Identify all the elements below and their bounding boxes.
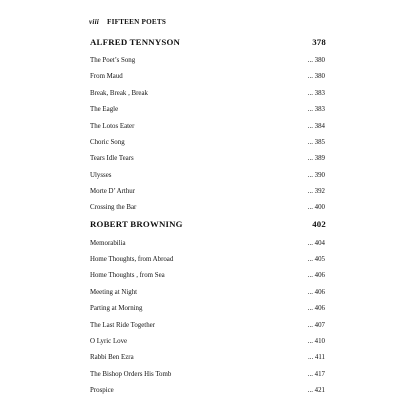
poem-title: The Last Ride Together [90, 321, 156, 329]
poem-page: ... 380 [307, 56, 325, 64]
poem-title: Meeting at Night [90, 288, 138, 296]
toc-entry [90, 367, 325, 381]
poem-title: Memorabilia [90, 239, 126, 247]
toc-entry [90, 285, 325, 299]
poem-title: Morte D’ Arthur [90, 187, 136, 195]
poet-name: ALFRED TENNYSON [90, 37, 181, 47]
poem-page: ... 384 [307, 122, 325, 130]
toc-entry [90, 301, 325, 315]
poem-page: ... 389 [307, 154, 325, 162]
toc-entry [90, 268, 325, 282]
poem-title: Break, Break , Break [90, 89, 148, 97]
poem-title: From Maud [90, 72, 123, 80]
toc-entry [90, 53, 325, 67]
poem-page: ... 405 [307, 255, 325, 263]
poem-page: ... 410 [307, 337, 325, 345]
poem-page: ... 406 [307, 288, 325, 296]
toc-entry [90, 184, 325, 198]
book-title: FIFTEEN POETS [106, 18, 167, 26]
poem-page: ... 392 [307, 187, 325, 195]
toc-entry [90, 135, 325, 149]
poem-title: Home Thoughts , from Sea [90, 271, 165, 279]
toc-entry [90, 151, 325, 165]
section-heading-browning [90, 216, 326, 232]
poem-title: Parting at Morning [90, 304, 143, 312]
poem-page: ... 390 [307, 171, 325, 179]
toc-entry [90, 252, 325, 266]
poem-page: ... 383 [307, 89, 325, 97]
poem-title: Tears Idle Tears [90, 154, 134, 162]
poem-title: Home Thoughts, from Abroad [90, 255, 174, 263]
poem-page: ... 406 [307, 271, 325, 279]
toc-entry [90, 168, 325, 182]
poem-title: Rabbi Ben Ezra [90, 353, 134, 361]
toc-entry [90, 383, 325, 397]
page-folio: viii [89, 18, 99, 26]
toc-entry [90, 200, 325, 214]
poem-title: The Eagle [90, 105, 119, 113]
poem-title: The Lotos Eater [90, 122, 135, 130]
poem-page: ... 385 [307, 138, 325, 146]
poem-page: ... 383 [307, 105, 325, 113]
poet-page: 402 [312, 219, 326, 229]
toc-entry [90, 318, 325, 332]
poem-page: ... 400 [307, 203, 325, 211]
poet-page: 378 [312, 37, 326, 47]
poem-page: ... 404 [307, 239, 325, 247]
poem-title: Choric Song [90, 138, 125, 146]
toc-entry [90, 350, 325, 364]
section-heading-tennyson [90, 34, 326, 50]
running-head [89, 15, 166, 29]
toc-entry [90, 236, 325, 250]
poem-page: ... 417 [307, 370, 325, 378]
poem-page: ... 411 [308, 353, 325, 361]
toc-entry [90, 86, 325, 100]
poem-title: Crossing the Bar [90, 203, 137, 211]
poem-page: ... 421 [307, 386, 325, 394]
toc-entry [90, 119, 325, 133]
poem-title: The Poet’s Song [90, 56, 136, 64]
toc-entry [90, 102, 325, 116]
poet-name: ROBERT BROWNING [90, 219, 183, 229]
toc-entry [90, 334, 325, 348]
poem-title: The Bishop Orders His Tomb [90, 370, 172, 378]
poem-page: ... 380 [307, 72, 325, 80]
poem-page: ... 406 [307, 304, 325, 312]
poem-title: Prospice [90, 386, 114, 394]
poem-title: O Lyric Love [90, 337, 128, 345]
toc-entry [90, 69, 325, 83]
poem-title: Ulysses [90, 171, 112, 179]
poem-page: ... 407 [307, 321, 325, 329]
